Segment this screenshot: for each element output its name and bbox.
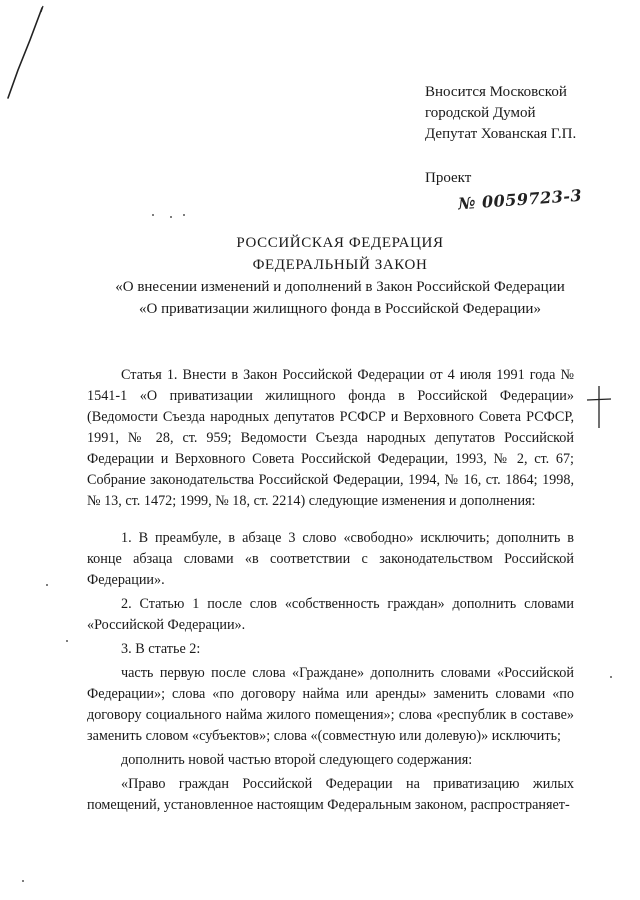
scan-speck — [152, 214, 154, 216]
scan-speck — [183, 214, 185, 216]
handwritten-slash-mark — [0, 0, 60, 110]
title-law-type: ФЕДЕРАЛЬНЫЙ ЗАКОН — [252, 257, 428, 273]
law-title-block — [80, 232, 600, 320]
scan-speck — [22, 880, 24, 882]
margin-cross-mark — [586, 384, 612, 430]
title-subject-line-2: «О приватизации жилищного фонда в Российской Федерации» — [139, 301, 541, 317]
submitter-line-3: Депутат Хованская Г.П. — [425, 126, 577, 142]
article-1-paragraph: Статья 1. Внести в Закон Российской Федерации от 4 июля 1991 года № 1541-1 «О приватизации жилищного фонда в Российской Федерации» (Ведомости Съезда народных депутатов РСФСР и Верховного Совета РСФСР, 1991, № 28, ст. 959; Ведомости Съезда народных депутатов Российской Федерации и Верховного Совета Российской Федерации, 1993, № 2, ст. 67; Собрание законодательства Российской Федерации, 1994, № 16, ст. 1864; 1998, № 13, ст. 1472; 1999, № 18, ст. 2214) следующие изменения и дополнения: — [87, 367, 574, 509]
scan-speck — [610, 676, 612, 678]
project-label: Проект — [425, 170, 472, 186]
scan-speck — [46, 584, 48, 586]
item-1-paragraph: 1. В преамбуле, в абзаце 3 слово «свободно» исключить; дополнить в конце абзаца словами «в соответствии с законодательством Российской Федерации». — [87, 530, 574, 588]
item-3-heading: 3. В статье 2: — [121, 641, 201, 657]
submitter-line-2: городской Думой — [425, 105, 536, 121]
item-2-paragraph: 2. Статью 1 после слов «собственность граждан» дополнить словами «Российской Федерации». — [87, 596, 574, 633]
item-3-part-2-paragraph: дополнить новой частью второй следующего содержания: — [121, 752, 473, 768]
item-3-quote-paragraph: «Право граждан Российской Федерации на приватизацию жилых помещений, установленное настоящим Федеральным законом, распространяет- — [87, 776, 574, 813]
submitter-block — [425, 82, 576, 145]
scan-speck — [66, 640, 68, 642]
title-subject-line-1: «О внесении изменений и дополнений в Закон Российской Федерации — [115, 279, 565, 295]
title-country: РОССИЙСКАЯ ФЕДЕРАЦИЯ — [236, 235, 444, 251]
registration-number: № 0059723-3 — [457, 185, 583, 214]
item-3-part-1-paragraph: часть первую после слова «Граждане» дополнить словами «Российской Федерации»; слова «по договору найма или аренды» заменить словами «по договору социального найма жилого помещения»; слова «республик в составе» заменить словом «субъектов»; слова «(совместную или долевую)» исключить; — [87, 665, 574, 744]
submitter-line-1: Вносится Московской — [425, 84, 567, 100]
document-body — [87, 365, 574, 816]
scan-speck — [170, 216, 172, 218]
